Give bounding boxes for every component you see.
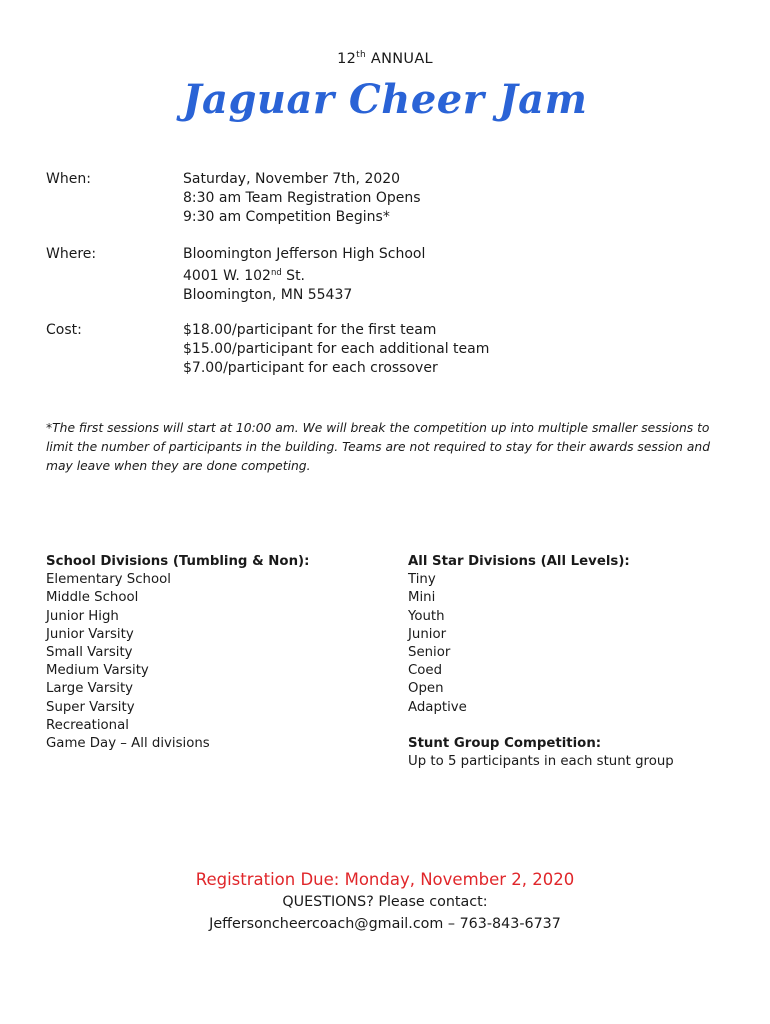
list-item: Junior High xyxy=(46,608,119,624)
list-item: Junior Varsity xyxy=(46,626,134,642)
stunt-section xyxy=(408,735,738,771)
cost-additional-team: $15.00/participant for each additional team xyxy=(183,341,490,357)
list-item: Game Day – All divisions xyxy=(46,736,210,752)
where-city: Bloomington, MN 55437 xyxy=(183,287,353,303)
session-note: *The first sessions will start at 10:00 am. We will break the competition up into multiple smaller sessions to limit the number of participants in the building. Teams are not required to stay for their awards session and may leave when they are done competing. xyxy=(46,421,710,473)
list-item: Large Varsity xyxy=(46,681,134,697)
school-divisions xyxy=(46,553,376,753)
stunt-heading: Stunt Group Competition: xyxy=(408,735,602,751)
list-item: Coed xyxy=(408,663,443,679)
list-item: Elementary School xyxy=(46,572,171,588)
cost-crossover: $7.00/participant for each crossover xyxy=(183,360,438,376)
list-item: Tiny xyxy=(408,572,436,588)
list-item: Small Varsity xyxy=(46,645,133,661)
where-street-suffix: St. xyxy=(281,268,306,284)
annual-number: 12 xyxy=(337,51,357,67)
questions-text: QUESTIONS? Please contact: xyxy=(282,894,488,910)
school-divisions-heading: School Divisions (Tumbling & Non): xyxy=(46,554,310,569)
allstar-divisions xyxy=(408,553,738,771)
list-item: Medium Varsity xyxy=(46,663,149,679)
list-item: Super Varsity xyxy=(46,699,135,715)
stunt-text: Up to 5 participants in each stunt group xyxy=(408,754,674,770)
list-item: Middle School xyxy=(46,590,139,606)
annual-word: ANNUAL xyxy=(370,51,433,67)
when-registration: 8:30 am Team Registration Opens xyxy=(183,190,421,206)
where-label: Where: xyxy=(46,246,97,262)
registration-due: Registration Due: Monday, November 2, 2020 xyxy=(195,870,575,889)
list-item: Adaptive xyxy=(408,699,467,715)
cost-label: Cost: xyxy=(46,322,82,338)
annual-suffix: th xyxy=(356,50,366,60)
cost-first-team: $18.00/participant for the first team xyxy=(183,322,437,338)
list-item: Recreational xyxy=(46,717,129,733)
where-street-number: 4001 W. 102 xyxy=(183,268,271,284)
when-date: Saturday, November 7th, 2020 xyxy=(183,171,401,187)
list-item: Open xyxy=(408,681,444,697)
list-item: Senior xyxy=(408,645,451,661)
where-school: Bloomington Jefferson High School xyxy=(183,246,426,262)
where-street xyxy=(183,264,723,286)
event-title: Jaguar Cheer Jam xyxy=(182,76,588,123)
when-label: When: xyxy=(46,171,91,187)
where-street-sup: nd xyxy=(270,268,282,278)
contact-info: Jeffersoncheercoach@gmail.com – 763-843-6737 xyxy=(209,916,561,932)
list-item: Junior xyxy=(408,626,447,642)
allstar-divisions-heading: All Star Divisions (All Levels): xyxy=(408,554,630,569)
list-item: Youth xyxy=(408,608,445,624)
when-competition: 9:30 am Competition Begins* xyxy=(183,209,390,225)
list-item: Mini xyxy=(408,590,436,606)
annual-heading xyxy=(0,50,770,67)
